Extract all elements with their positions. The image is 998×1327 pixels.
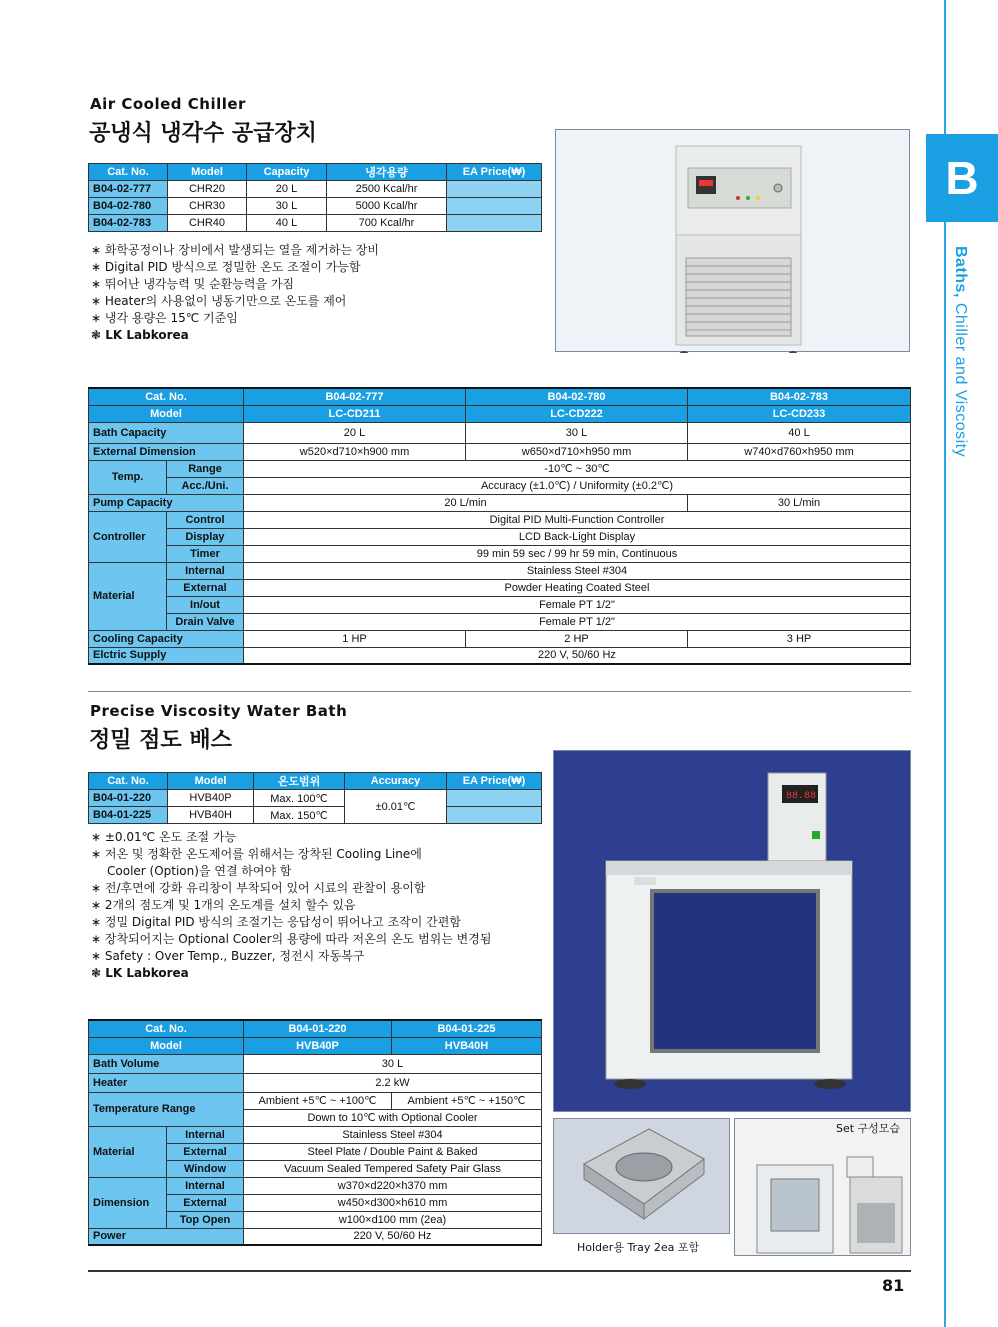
sub-label: Display (167, 528, 244, 545)
table-row (89, 562, 911, 579)
th-model: Model (168, 164, 247, 181)
th-price: EA Price(₩) (447, 164, 542, 181)
table-row (89, 477, 911, 494)
cell: 2 HP (466, 630, 688, 647)
cooling: 2500 Kcal/hr (327, 181, 447, 198)
th-capacity: Capacity (247, 164, 327, 181)
spec-model: LC-CD233 (688, 405, 911, 422)
cell: 99 min 59 sec / 99 hr 59 min, Continuous (244, 545, 911, 562)
row-label: Temp. (89, 460, 167, 494)
cell: 30 L (244, 1054, 542, 1073)
table-row (89, 1177, 542, 1194)
row-label: Controller (89, 511, 167, 562)
th-temp-range: 온도범위 (254, 773, 345, 790)
sub-label: Control (167, 511, 244, 528)
cell: Female PT 1/2" (244, 596, 911, 613)
cell: Female PT 1/2" (244, 613, 911, 630)
table-row (89, 545, 911, 562)
cell: Ambient +5℃ ~ +100℃ (244, 1092, 392, 1109)
cell: 20 L/min (244, 494, 688, 511)
table-row (89, 1228, 542, 1245)
list-item: ∗ 뛰어난 냉각능력 및 순환능력을 가짐 (91, 277, 295, 291)
capacity: 30 L (247, 198, 327, 215)
spec-cat: B04-01-225 (392, 1020, 542, 1037)
list-item: ∗ Heater의 사용없이 냉동기만으로 온도를 제어 (91, 294, 347, 308)
cell: Down to 10℃ with Optional Cooler (244, 1109, 542, 1126)
capacity: 40 L (247, 215, 327, 232)
cell: w370×d220×h370 mm (244, 1177, 542, 1194)
capacity: 20 L (247, 181, 327, 198)
tray-photo (553, 1118, 730, 1234)
th-price: EA Price(₩) (447, 773, 542, 790)
model: CHR30 (168, 198, 247, 215)
table-row (89, 215, 542, 232)
sub-label: Timer (167, 545, 244, 562)
cell: 1 HP (244, 630, 466, 647)
cell: 220 V, 50/60 Hz (244, 647, 911, 664)
cell: Accuracy (±1.0℃) / Uniformity (±0.2℃) (244, 477, 911, 494)
chiller-spec-table (88, 387, 911, 665)
table-row (89, 443, 911, 460)
spec-model: LC-CD222 (466, 405, 688, 422)
sub-label: External (167, 579, 244, 596)
temp-range: Max. 100℃ (254, 790, 345, 807)
spec-model: LC-CD211 (244, 405, 466, 422)
cell: LCD Back-Light Display (244, 528, 911, 545)
table-row (89, 596, 911, 613)
cell: 3 HP (688, 630, 911, 647)
cat-no: B04-02-777 (89, 181, 168, 198)
sub-label: In/out (167, 596, 244, 613)
set-caption: Set 구성모습 (836, 1122, 901, 1135)
table-row (89, 647, 911, 664)
row-label: Power (89, 1228, 244, 1245)
table-row (89, 613, 911, 630)
spec-cat: B04-02-783 (688, 388, 911, 405)
sub-label: Internal (167, 562, 244, 579)
cell: w740×d760×h950 mm (688, 443, 911, 460)
th-cooling: 냉각용량 (327, 164, 447, 181)
cell: w650×d710×h950 mm (466, 443, 688, 460)
row-label: Cooling Capacity (89, 630, 244, 647)
tray-image (554, 1119, 731, 1235)
cell: Powder Heating Coated Steel (244, 579, 911, 596)
cat-no: B04-02-780 (89, 198, 168, 215)
th-accuracy: Accuracy (345, 773, 447, 790)
viscosity-title-ko: 정밀 점도 배스 (89, 728, 232, 753)
table-row (89, 181, 542, 198)
brand-icon: ❃ (91, 328, 102, 342)
cell: 2.2 kW (244, 1073, 542, 1092)
accuracy: ±0.01℃ (345, 790, 447, 824)
section-tab: B (926, 134, 998, 222)
table-row (89, 1092, 542, 1109)
table-row (89, 579, 911, 596)
row-label: External Dimension (89, 443, 244, 460)
cell: Ambient +5℃ ~ +150℃ (392, 1092, 542, 1109)
spec-model-label: Model (89, 1037, 244, 1054)
table-row (89, 460, 911, 477)
cell: 30 L/min (688, 494, 911, 511)
chiller-order-table (88, 163, 542, 232)
table-row (89, 630, 911, 647)
cell: w520×d710×h900 mm (244, 443, 466, 460)
table-row (89, 790, 542, 807)
temp-range: Max. 150℃ (254, 807, 345, 824)
viscosity-title-en: Precise Viscosity Water Bath (90, 702, 348, 720)
sub-label: External (167, 1143, 244, 1160)
cell: 30 L (466, 422, 688, 443)
table-row (89, 494, 911, 511)
row-label: Pump Capacity (89, 494, 244, 511)
spec-cat: B04-02-780 (466, 388, 688, 405)
list-item: ∗ Digital PID 방식으로 정밀한 온도 조절이 가능함 (91, 260, 361, 274)
cooling: 5000 Kcal/hr (327, 198, 447, 215)
list-item: ∗ 정밀 Digital PID 방식의 조절기는 응답성이 뛰어나고 조작이 간편함 (91, 915, 461, 929)
row-label: Temperature Range (89, 1092, 244, 1126)
price (447, 198, 542, 215)
list-item: ∗ 저온 및 정확한 온도제어를 위해서는 장착된 Cooling Line에 (91, 847, 422, 861)
row-label: Bath Volume (89, 1054, 244, 1073)
chiller-title-en: Air Cooled Chiller (90, 95, 246, 113)
section-divider (88, 691, 911, 692)
list-item: ∗ 전/후면에 강화 유리창이 부착되어 있어 시료의 관찰이 용이함 (91, 881, 426, 895)
list-item: ∗ 화학공정이나 장비에서 발생되는 열을 제거하는 장비 (91, 243, 379, 257)
sub-label: Top Open (167, 1211, 244, 1228)
list-item: ∗ Safety : Over Temp., Buzzer, 정전시 자동복구 (91, 949, 365, 963)
price (447, 807, 542, 824)
list-item: ∗ 2개의 점도계 및 1개의 온도계를 설치 할수 있음 (91, 898, 356, 912)
table-row (89, 422, 911, 443)
table-row (89, 807, 542, 824)
bath-image (554, 751, 912, 1113)
chiller-title-ko: 공냉식 냉각수 공급장치 (89, 121, 317, 146)
table-row (89, 528, 911, 545)
table-row (89, 198, 542, 215)
cell: Stainless Steel #304 (244, 1126, 542, 1143)
model: CHR20 (168, 181, 247, 198)
cell: Steel Plate / Double Paint & Baked (244, 1143, 542, 1160)
cell: -10℃ ~ 30℃ (244, 460, 911, 477)
price (447, 215, 542, 232)
viscosity-order-table (88, 772, 542, 824)
spec-model-label: Model (89, 405, 244, 422)
cell: 20 L (244, 422, 466, 443)
th-model: Model (168, 773, 254, 790)
sub-label: Internal (167, 1126, 244, 1143)
row-label: Material (89, 1126, 167, 1177)
viscosity-spec-table (88, 1019, 542, 1246)
page-number: 81 (882, 1276, 905, 1295)
sub-label: Range (167, 460, 244, 477)
svg-text:88.88: 88.88 (786, 791, 817, 802)
tray-caption: Holder용 Tray 2ea 포함 (577, 1241, 700, 1254)
sub-label: External (167, 1194, 244, 1211)
set-photo (734, 1118, 911, 1256)
bath-photo (553, 750, 911, 1112)
sub-label: Acc./Uni. (167, 477, 244, 494)
table-row (89, 1126, 542, 1143)
cat-no: B04-01-220 (89, 790, 168, 807)
section-side-title: Baths, Chiller and Viscosity (952, 246, 969, 458)
row-label: Dimension (89, 1177, 167, 1228)
chiller-image (556, 130, 911, 353)
cell: 220 V, 50/60 Hz (244, 1228, 542, 1245)
spec-cat: B04-01-220 (244, 1020, 392, 1037)
model: HVB40H (168, 807, 254, 824)
brand: ❃ LK Labkorea (91, 966, 189, 980)
viscosity-bullets (91, 829, 491, 982)
price (447, 790, 542, 807)
cell: w450×d300×h610 mm (244, 1194, 542, 1211)
th-cat: Cat. No. (89, 164, 168, 181)
cell: Vacuum Sealed Tempered Safety Pair Glass (244, 1160, 542, 1177)
cell: 40 L (688, 422, 911, 443)
row-label: Bath Capacity (89, 422, 244, 443)
cell: w100×d100 mm (2ea) (244, 1211, 542, 1228)
cell: Digital PID Multi-Function Controller (244, 511, 911, 528)
spec-cat-label: Cat. No. (89, 1020, 244, 1037)
list-item: ∗ 장착되어지는 Optional Cooler의 용량에 따라 저온의 온도 범위는 변경됨 (91, 932, 492, 946)
row-label: Elctric Supply (89, 647, 244, 664)
sub-label: Drain Valve (167, 613, 244, 630)
footer-rule (88, 1270, 911, 1272)
chiller-photo (555, 129, 910, 352)
spec-model: HVB40H (392, 1037, 542, 1054)
cat-no: B04-01-225 (89, 807, 168, 824)
chiller-bullets (91, 242, 379, 344)
cooling: 700 Kcal/hr (327, 215, 447, 232)
row-label: Material (89, 562, 167, 630)
list-item: Cooler (Option)을 연결 하여야 함 (107, 864, 292, 878)
brand: ❃ LK Labkorea (91, 328, 189, 342)
row-label: Heater (89, 1073, 244, 1092)
spec-cat-label: Cat. No. (89, 388, 244, 405)
model: CHR40 (168, 215, 247, 232)
brand-icon: ❃ (91, 966, 102, 980)
list-item: ∗ 냉각 용량은 15℃ 기준임 (91, 311, 238, 325)
sub-label: Window (167, 1160, 244, 1177)
cat-no: B04-02-783 (89, 215, 168, 232)
model: HVB40P (168, 790, 254, 807)
spec-model: HVB40P (244, 1037, 392, 1054)
price (447, 181, 542, 198)
th-cat: Cat. No. (89, 773, 168, 790)
cell: Stainless Steel #304 (244, 562, 911, 579)
sub-label: Internal (167, 1177, 244, 1194)
table-row (89, 511, 911, 528)
spec-cat: B04-02-777 (244, 388, 466, 405)
table-row (89, 1073, 542, 1092)
table-row (89, 1054, 542, 1073)
list-item: ∗ ±0.01℃ 온도 조절 가능 (91, 830, 237, 844)
set-image (735, 1119, 912, 1257)
